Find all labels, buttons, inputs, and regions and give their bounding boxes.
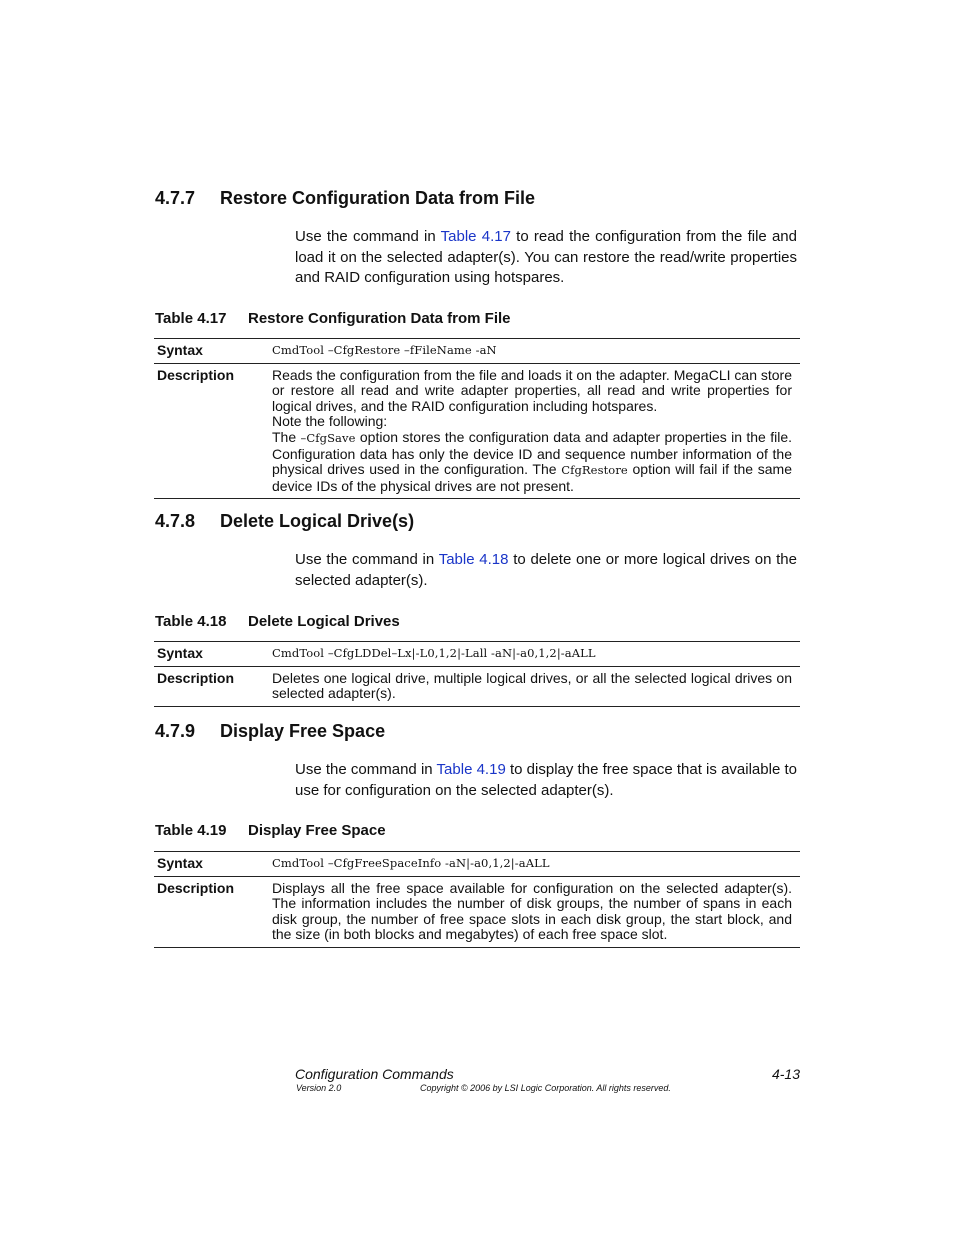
- reference-table: [154, 641, 800, 707]
- description-text: Displays all the free space available for configuration on the selected adapter(s). The information includes the number of disk groups, the number of spans in each disk group, the number of free space slots in each disk group, the start block, and the size (in both blocks and megabytes) of each free space slot.: [272, 879, 792, 943]
- section-heading-4-7-7: [155, 188, 535, 209]
- reference-table: [154, 338, 800, 499]
- section-title: Restore Configuration Data from File: [220, 188, 536, 208]
- table-caption: [155, 310, 511, 327]
- table-row-description: [154, 666, 800, 706]
- section-intro: [295, 227, 797, 289]
- description-fragment: The: [272, 428, 301, 445]
- description-paragraph: Note the following:: [272, 413, 388, 430]
- description-fragment: option will fail if the same device IDs of the physical drives are not present.: [272, 461, 792, 494]
- syntax-command: CmdTool –CfgLDDel–Lx|-L0,1,2|-Lall -aN|-a0,1,2|-aALL: [272, 646, 596, 660]
- row-label: Description: [157, 366, 235, 383]
- footer-copyright: Copyright © 2006 by LSI Logic Corporation. All rights reserved.: [420, 1083, 671, 1093]
- description-paragraph: Reads the configuration from the file and loads it on the adapter. MegaCLI can store or restore all read and write adapter properties, all read and write properties for logical drives, and the RAID configuration including hotspares.: [272, 366, 792, 414]
- syntax-command: CmdTool –CfgFreeSpaceInfo -aN|-a0,1,2|-aALL: [272, 856, 550, 870]
- table-title: Display Free Space: [248, 822, 386, 839]
- table-link[interactable]: Table 4.17: [440, 228, 511, 245]
- description-fragment: option stores the configuration data and adapter properties in the file. Configuration data has only the device ID and sequence number information of the physical drives used in the configuration. The: [272, 428, 792, 478]
- footer-chapter-title: Configuration Commands: [295, 1066, 454, 1082]
- intro-text: Use the command in: [295, 761, 437, 778]
- footer-page-number: 4-13: [771, 1066, 800, 1082]
- description-paragraph: [272, 430, 792, 494]
- description-text: Deletes one logical drive, multiple logical drives, or all the selected logical drives on selected adapter(s).: [272, 669, 792, 702]
- table-number: Table 4.19: [155, 822, 227, 839]
- table-row-syntax: [154, 642, 800, 666]
- table-number: Table 4.18: [155, 613, 227, 630]
- inline-code: CfgRestore: [561, 463, 628, 478]
- table-title: Restore Configuration Data from File: [248, 310, 511, 327]
- section-intro: [295, 550, 797, 591]
- row-label: Description: [157, 879, 235, 896]
- intro-text: Use the command in: [295, 228, 441, 245]
- table-number: Table 4.17: [155, 310, 227, 327]
- table-row-description: [154, 363, 800, 499]
- intro-text: Use the command in: [295, 551, 439, 568]
- intro-text: to display the free space that is available to use for configuration on the selected adapter(s).: [295, 761, 797, 799]
- intro-text: to delete one or more logical drives on the selected adapter(s).: [295, 551, 797, 589]
- row-label: Syntax: [157, 855, 203, 871]
- table-caption: [155, 822, 386, 839]
- section-number: 4.7.8: [155, 511, 196, 531]
- section-heading-4-7-8: [155, 511, 414, 532]
- table-title: Delete Logical Drives: [248, 613, 400, 630]
- section-heading-4-7-9: [155, 721, 385, 742]
- table-link[interactable]: Table 4.18: [438, 551, 509, 568]
- description-text: [272, 368, 800, 495]
- row-label: Syntax: [157, 645, 203, 661]
- syntax-command: CmdTool –CfgRestore –fFileName -aN: [272, 343, 497, 357]
- table-row-syntax: [154, 852, 800, 876]
- intro-text: to read the configuration from the file and load it on the selected adapter(s). You can restore the read/write properties and RAID configuration using hotspares.: [295, 228, 797, 286]
- table-link[interactable]: Table 4.19: [436, 761, 506, 778]
- section-number: 4.7.9: [155, 721, 196, 741]
- section-number: 4.7.7: [155, 188, 196, 208]
- footer-version: Version 2.0: [296, 1083, 342, 1093]
- table-row-syntax: [154, 339, 800, 363]
- reference-table: [154, 851, 800, 948]
- row-label: Syntax: [157, 342, 203, 358]
- section-intro: [295, 760, 797, 801]
- row-label: Description: [157, 669, 235, 686]
- section-title: Delete Logical Drive(s): [220, 511, 415, 531]
- section-title: Display Free Space: [220, 721, 386, 741]
- inline-code: –CfgSave: [300, 430, 356, 445]
- table-caption: [155, 613, 400, 630]
- table-row-description: [154, 876, 800, 947]
